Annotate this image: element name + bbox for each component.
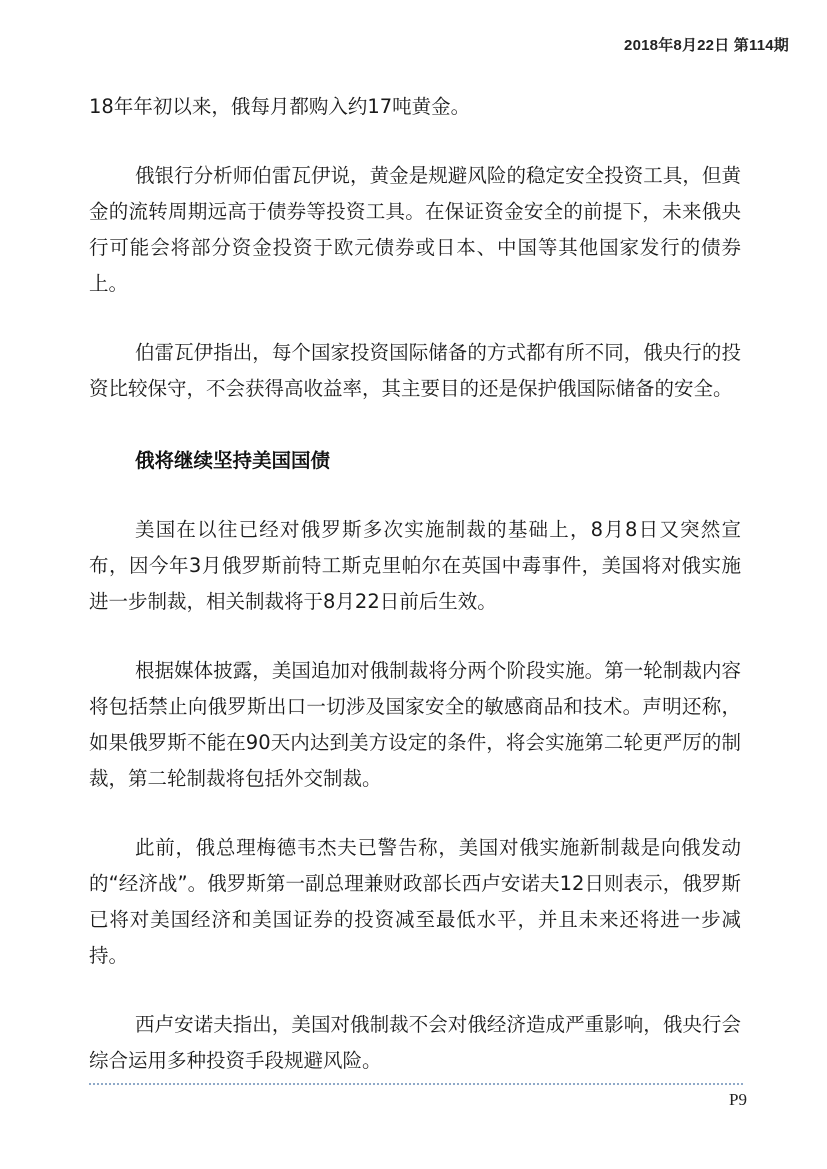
paragraph-continuation: 18年年初以来，俄每月都购入约17吨黄金。 — [89, 95, 471, 118]
paragraph-economic-war: 此前，俄总理梅德韦杰夫已警告称，美国对俄实施新制裁是向俄发动的“经济战”。俄罗斯第一副总理兼财政部长西卢安诺夫12日则表示，俄罗斯已将对美国经济和美国证券的投资减至最低水平，并且未来还将进一步减持。 — [89, 836, 741, 967]
paragraph-sanction-phases: 根据媒体披露，美国追加对俄制裁将分两个阶段实施。第一轮制裁内容将包括禁止向俄罗斯出口一切涉及国家安全的敏感商品和技术。声明还称，如果俄罗斯不能在90天内达到美方设定的条件，将会实施第二轮更严厉的制裁，第二轮制裁将包括外交制裁。 — [89, 659, 741, 790]
article-body — [89, 89, 741, 1079]
paragraph-analyst-view: 俄银行分析师伯雷瓦伊说，黄金是规避风险的稳定安全投资工具，但黄金的流转周期远高于债券等投资工具。在保证资金安全的前提下，未来俄央行可能会将部分资金投资于欧元债券或日本、中国等其他国家发行的债券上。 — [89, 164, 741, 295]
footer-divider — [89, 1083, 743, 1085]
page-number: P9 — [729, 1090, 747, 1109]
paragraph-risk-mitigation: 西卢安诺夫指出，美国对俄制裁不会对俄经济造成严重影响，俄央行会综合运用多种投资手段规避风险。 — [89, 1013, 741, 1072]
section-heading: 俄将继续坚持美国国债 — [135, 449, 331, 472]
issue-date-header: 2018年8月22日 第114期 — [624, 37, 789, 54]
paragraph-us-sanctions: 美国在以往已经对俄罗斯多次实施制裁的基础上，8月8日又突然宣布，因今年3月俄罗斯前特工斯克里帕尔在英国中毒事件，美国将对俄实施进一步制裁，相关制裁将于8月22日前后生效。 — [89, 518, 741, 613]
paragraph-reserve-strategy: 伯雷瓦伊指出，每个国家投资国际储备的方式都有所不同，俄央行的投资比较保守，不会获得高收益率，其主要目的还是保护俄国际储备的安全。 — [89, 341, 741, 400]
